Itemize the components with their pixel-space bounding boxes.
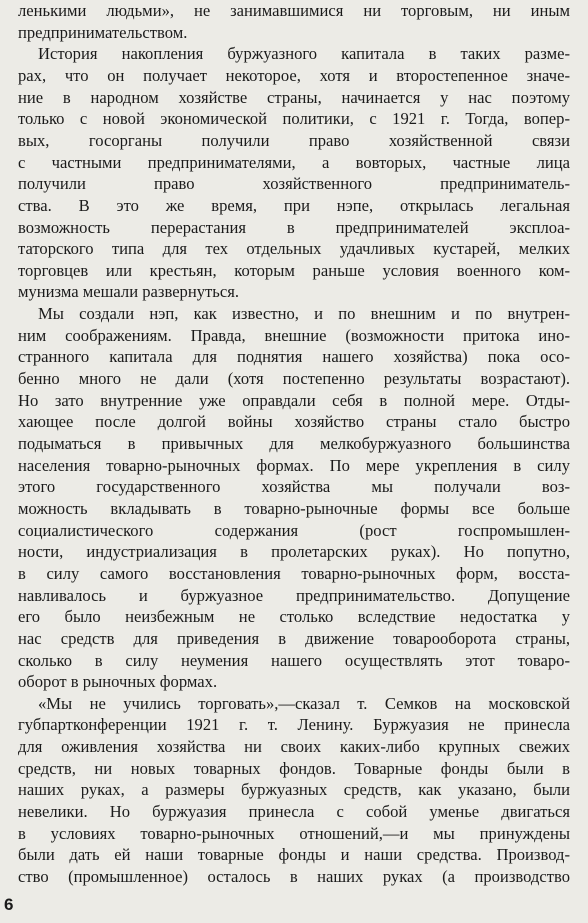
text-line: навливалось и буржуазное предпринимательство. Допущение <box>18 585 570 605</box>
text-line: рах, что он получает некоторое, хотя и второстепенное значе- <box>18 65 570 85</box>
page-number: 6 <box>4 895 14 914</box>
text-line: только с новой экономической политики, с 1921 г. Тогда, вопер- <box>18 109 570 129</box>
text-line: ние в народном хозяйстве страны, начинается у нас поэтому <box>18 87 570 107</box>
text-line: оборот в рыночных формах. <box>18 672 218 692</box>
text-line: его было неизбежным не столько вследствие недостатка у <box>18 607 570 627</box>
text-line: невелики. Но буржуазия принесла с собой уменье двигаться <box>18 802 570 822</box>
text-line: хающее после долгой войны хозяйство страны стало быстро <box>18 412 570 432</box>
text-line: с частными предпринимателями, а вовторых, частные лица <box>18 152 570 172</box>
text-line: ленькими людьми», не занимавшимися ни торговым, ни иным <box>18 1 570 20</box>
text-line: были дать ей наши товарные фонды и наши средства. Производ- <box>18 845 570 865</box>
text-line: «Мы не учились торговать»,—сказал т. Семков на московской <box>38 693 570 713</box>
text-line: ства. В это же время, при нэпе, открылась легальная <box>18 195 570 215</box>
text-line: социалистического содержания (рост госпромышлен- <box>18 520 570 540</box>
text-line: Мы создали нэп, как известно, и по внешним и по внутрен- <box>38 304 570 324</box>
text-line: таторского типа для тех отдельных удачливых кустарей, мелких <box>18 239 570 259</box>
text-line: бенно много не дали (хотя постепенно результаты возрастают). <box>18 369 570 389</box>
text-line: нас средств для приведения в движение товарооборота страны, <box>18 628 570 648</box>
text-line: предпринимательством. <box>18 22 188 42</box>
text-line: для оживления хозяйства ни своих каких-либо крупных свежих <box>18 737 570 757</box>
text-line: Но зато внутренние уже оправдали себя в полной мере. Отды- <box>18 390 570 410</box>
text-line: странного капитала для поднятия нашего хозяйства) пока осо- <box>18 347 570 367</box>
text-line: сколько в силу неумения нашего осуществлять этот товаро- <box>18 650 570 670</box>
text-line: ности, индустриализация в пролетарских руках). Но попутно, <box>18 542 570 562</box>
text-line: можность вкладывать в товарно-рыночные формы все больше <box>18 498 570 518</box>
text-line: в силу самого восстановления товарно-рыночных форм, восста- <box>18 563 570 583</box>
text-line: История накопления буржуазного капитала в таких разме- <box>38 44 570 64</box>
text-line: мунизма мешали развернуться. <box>18 282 240 302</box>
text-line: вых, госорганы получили право хозяйственной связи <box>18 130 570 150</box>
text-line: подыматься в привычных для мелкобуржуазного большинства <box>18 434 570 453</box>
text-line: наших руках, а размеры буржуазных средств, как указано, были <box>18 780 570 800</box>
text-line: населения товарно-рыночных формах. По мере укрепления в силу <box>18 455 570 475</box>
text-line: ним соображениям. Правда, внешние (возможности притока ино- <box>18 325 570 345</box>
text-line: возможность перерастания в предпринимателей эксплоа- <box>18 217 570 237</box>
text-line: средств, ни новых товарных фондов. Товарные фонды были в <box>18 758 570 778</box>
text-line: губпартконференции 1921 г. т. Ленину. Буржуазия не принесла <box>18 715 570 735</box>
text-line: этого государственного хозяйства мы получали воз- <box>18 477 570 497</box>
text-line: ство (промышленное) осталось в наших руках (а производство <box>18 867 570 886</box>
text-line: в условиях товарно-рыночных отношений,—и мы принуждены <box>18 823 570 843</box>
text-line: получили право хозяйственного предприниматель- <box>18 174 570 194</box>
text-line: торговцев или крестьян, которым раньше условия военного ком- <box>18 260 570 280</box>
